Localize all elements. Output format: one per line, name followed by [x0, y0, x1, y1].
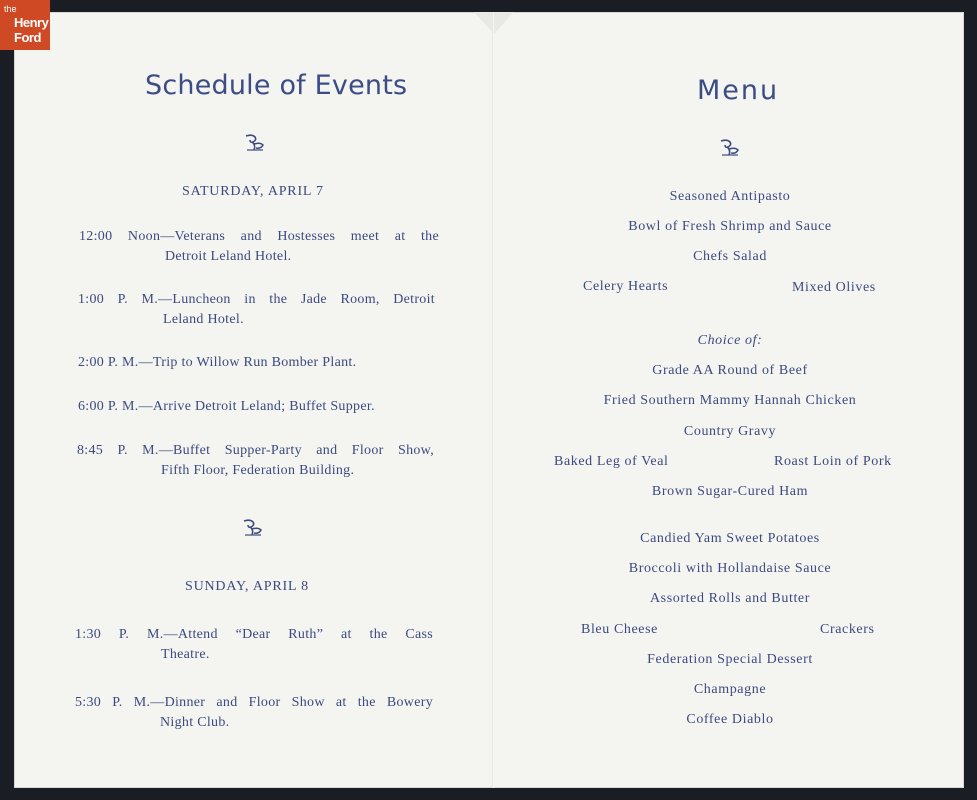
menu-item: Grade AA Round of Beef	[652, 363, 808, 378]
henry-ford-logo: the Henry Ford	[0, 0, 50, 50]
sunday-heading: SUNDAY, APRIL 8	[185, 579, 309, 594]
menu-item: Brown Sugar-Cured Ham	[651, 484, 809, 499]
menu-item: Broccoli with Hollandaise Sauce	[628, 561, 832, 576]
saturday-heading: SATURDAY, APRIL 7	[182, 184, 324, 199]
menu-item: Federation Special Dessert	[647, 652, 813, 667]
event-item: 1:00 P. M.—Luncheon in the Jade Room, Detroit Leland Hotel.	[78, 292, 435, 327]
schedule-title: Schedule of Events	[145, 70, 408, 101]
menu-item: Seasoned Antipasto	[669, 189, 791, 204]
menu-item: Chefs Salad	[693, 249, 767, 264]
ornament-icon	[719, 138, 741, 158]
menu-choice-label: Choice of:	[697, 333, 763, 348]
event-item: 5:30 P. M.—Dinner and Floor Show at the Bowery Night Club.	[75, 695, 433, 730]
ornament-icon	[244, 133, 266, 153]
menu-item: Baked Leg of Veal	[554, 454, 669, 469]
menu-item: Celery Hearts	[583, 279, 669, 294]
menu-item: Candied Yam Sweet Potatoes	[640, 531, 820, 546]
menu-item: Bleu Cheese	[581, 622, 658, 637]
menu-item: Bowl of Fresh Shrimp and Sauce	[628, 219, 832, 234]
event-item: 12:00 Noon—Veterans and Hostesses meet at the Detroit Leland Hotel.	[79, 229, 439, 264]
fold-notch	[474, 12, 514, 34]
event-item: 6:00 P. M.—Arrive Detroit Leland; Buffet Supper.	[78, 399, 375, 414]
menu-item: Fried Southern Mammy Hannah Chicken	[603, 393, 857, 408]
menu-item: Country Gravy	[683, 424, 777, 439]
menu-item: Assorted Rolls and Butter	[649, 591, 811, 606]
menu-item: Mixed Olives	[792, 280, 876, 295]
menu-item: Crackers	[820, 622, 875, 637]
event-item: 1:30 P. M.—Attend “Dear Ruth” at the Cass Theatre.	[75, 627, 433, 662]
menu-item: Coffee Diablo	[686, 712, 774, 727]
menu-item: Champagne	[693, 682, 767, 697]
event-item: 8:45 P. M.—Buffet Supper-Party and Floor Show, Fifth Floor, Federation Building.	[77, 443, 434, 478]
ornament-icon	[242, 518, 264, 538]
menu-title: Menu	[697, 75, 780, 106]
menu-item: Roast Loin of Pork	[774, 454, 892, 469]
event-item: 2:00 P. M.—Trip to Willow Run Bomber Plant.	[78, 355, 357, 370]
